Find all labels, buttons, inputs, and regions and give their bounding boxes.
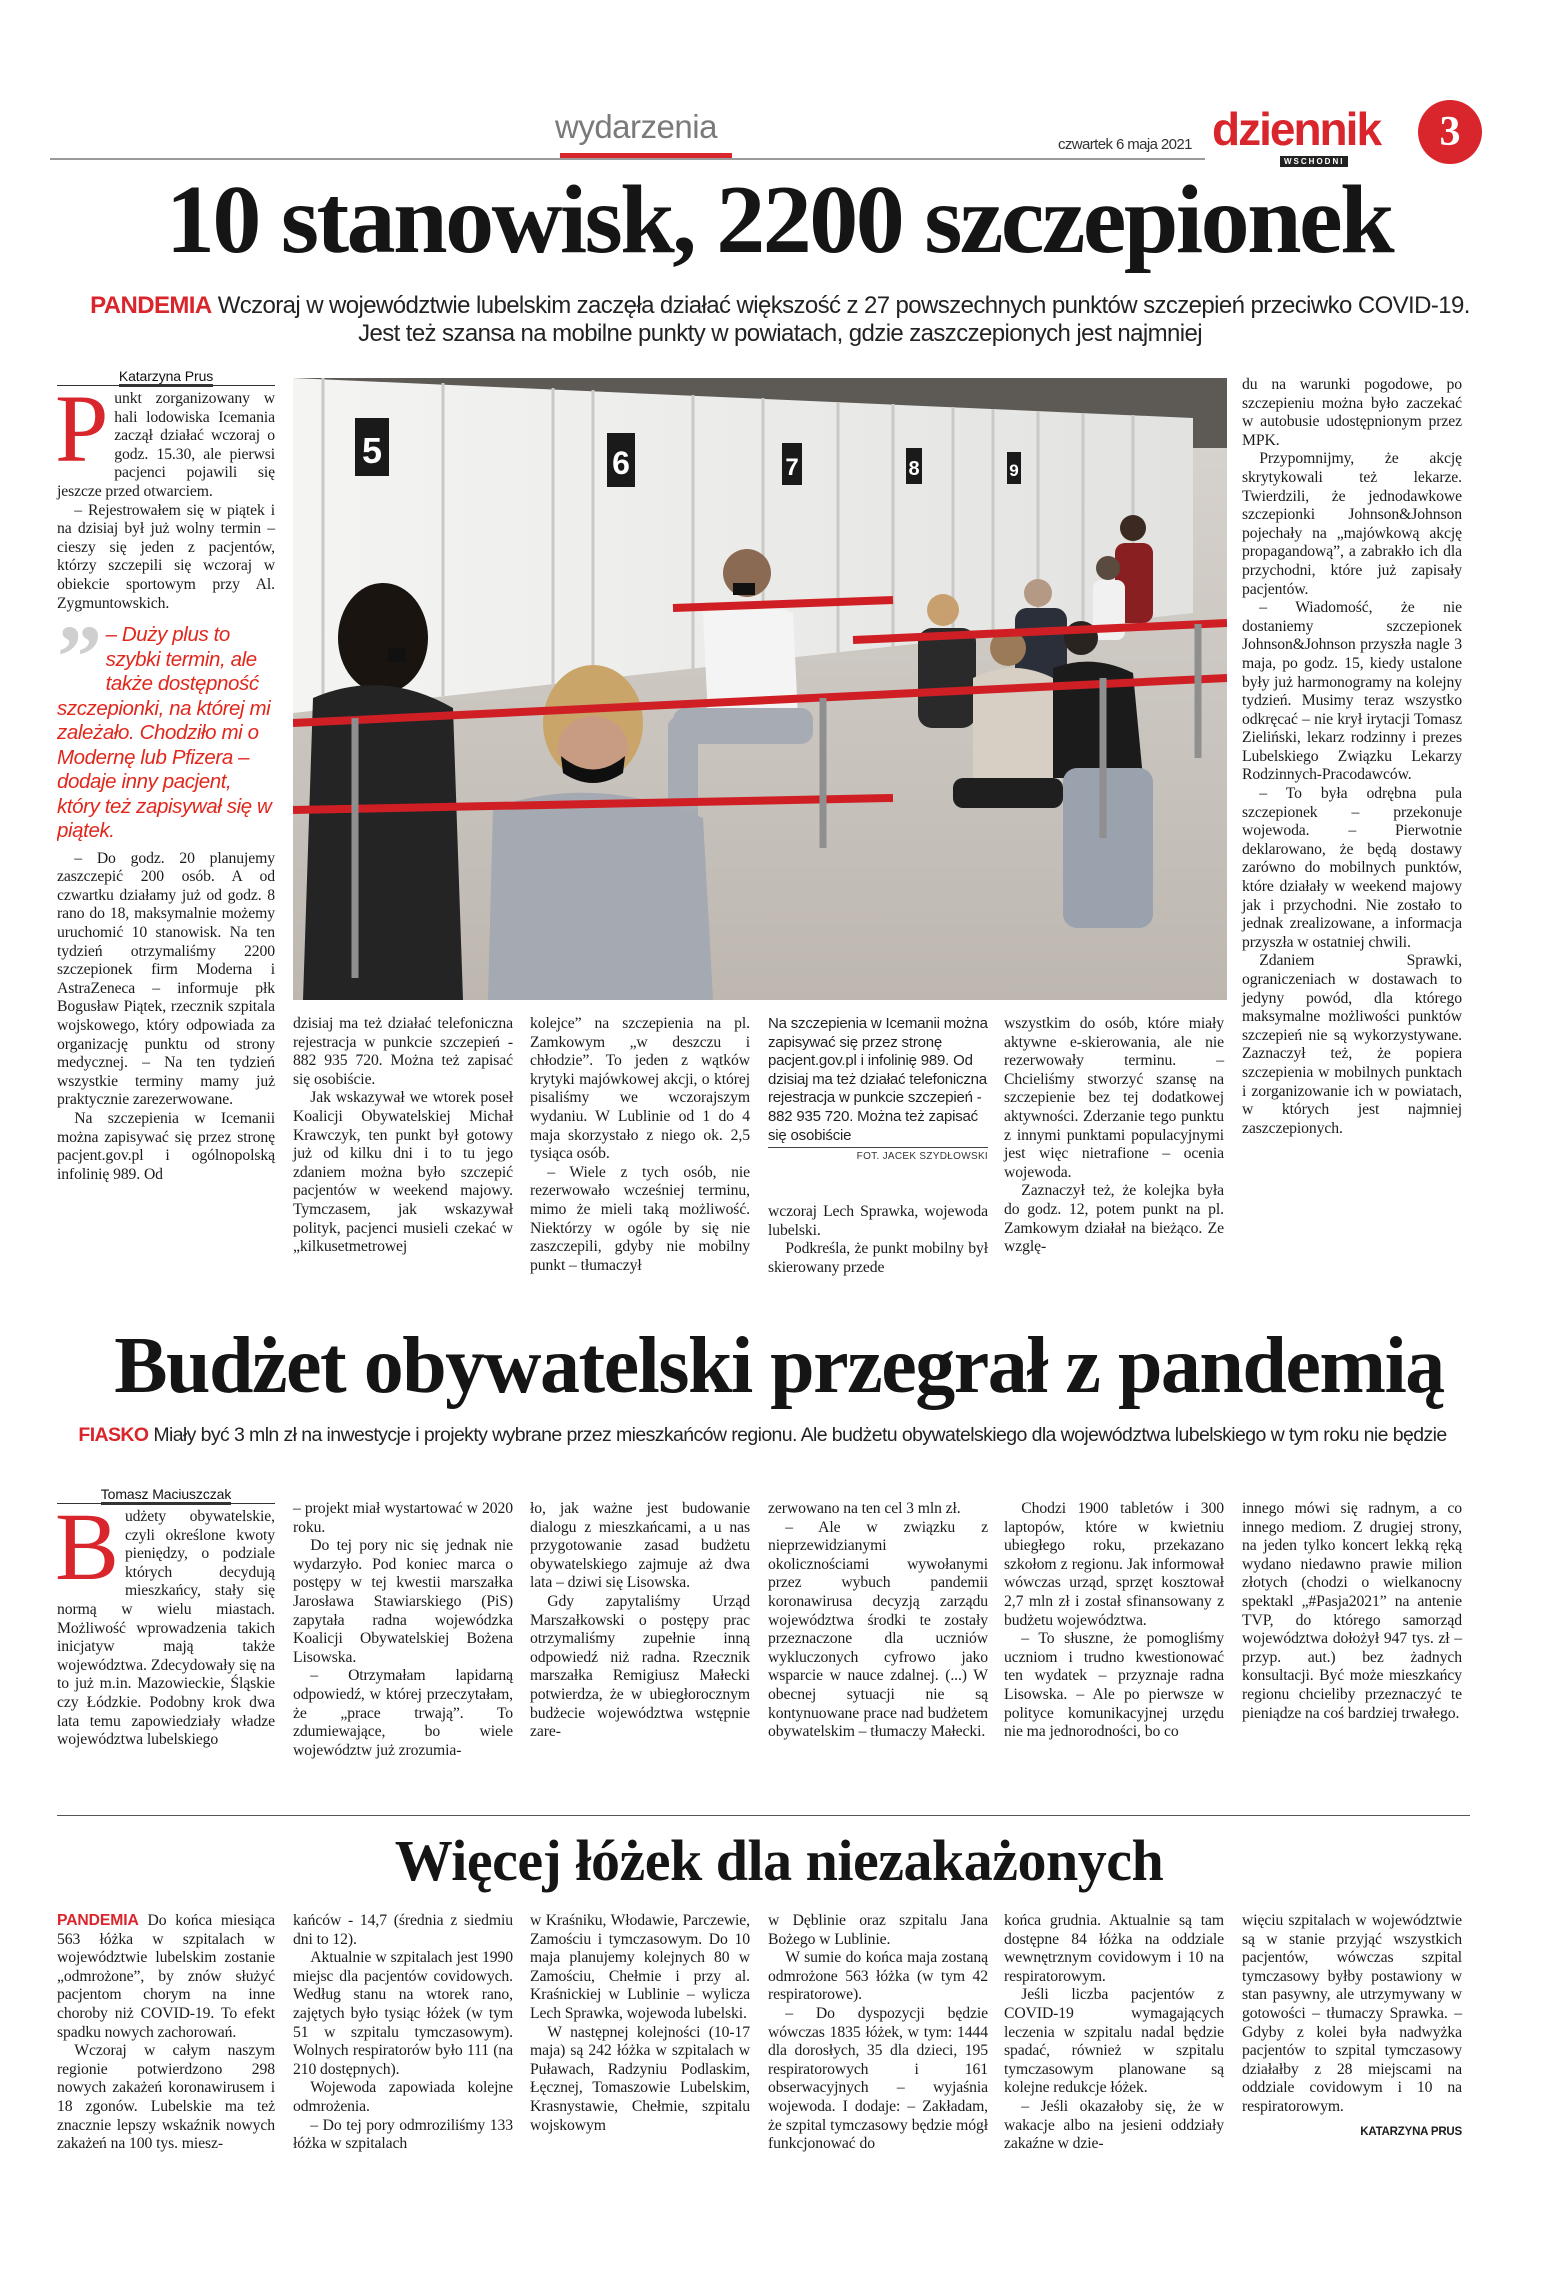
body-paragraph: Chodzi 1900 tabletów i 300 laptopów, które w kwietniu ubiegłego roku, przekazano szkołom z regionu. Jak informował wówczas urząd, sprzęt kosztował 2,7 mln zł i został sfinansowany z budżetu województwa. [1004,1500,1224,1629]
body-paragraph: Gdy zapytaliśmy Urząd Marszałkowski o postępy prac otrzymaliśmy zupełnie inną odpowiedź niż radna. Rzecznik marszałka Remigiusz Małecki potwierdza, że w ubiegłorocznym budżecie województwa wstępnie zare- [530,1592,750,1741]
body-paragraph: Jeśli liczba pacjentów z COVID-19 wymagających leczenia w szpitalu nadal będzie spadać, również w szpitalu tymczasowym planowane są kolejne redukcje łóżek. [1004,1986,1224,2097]
article3-column-2 [293,1912,513,2154]
article1-column-4 [768,1015,988,1278]
article1-column-6 [1242,376,1462,1138]
photo-caption: Na szczepienia w Icemanii można zapisywać się przez stronę pacjent.gov.pl i infolinię 989. Od dzisiaj ma też działać telefoniczna rejestracja w punkcie szczepień - 882 935 720. Można też zapisać się osobiście [768,1015,988,1148]
article2-column-5-text [1004,1500,1224,1742]
body-paragraph: ło, jak ważne jest budowanie dialogu z mieszkańcami, a u nas przygotowanie zasad budżetu obywatelskiego zajmuje aż dwa lata – dziwi się Lisowska. [530,1500,750,1592]
article3-headline: Więcej łóżek dla niezakażonych [394,1828,1164,1893]
body-paragraph-text: Do końca miesiąca 563 łóżka w szpitalach w województwie lubelskim zostanie „odmrożone”, by znów służyć pacjentom chorym na inne choroby niż COVID-19. To efekt spadku nowych zachorowań. [57,1912,275,2041]
article2-headline: Budżet obywatelski przegrał z pandemią [114,1322,1444,1410]
article2-kicker: FIASKO [78,1424,149,1446]
article3-column-2-text [293,1912,513,2154]
article1-column-5 [1004,1015,1224,1257]
body-paragraph: innego mówi się radnym, a co innego mediom. Z drugiej strony, na jeden tylko koncert lekką ręką wydano niedawno prawie milion złotych (chodzi o wielkanocny spektakl „#Pasja2021” na antenie TVP, do którego samorząd województwa dołożył 947 tys. zł – przyp. aut.) bez żadnych konsultacji. Być może mieszkańcy regionu chcieliby przeznaczyć te pieniądze na coś bardziej trwałego. [1242,1500,1462,1722]
partition-number: 8 [908,458,920,480]
partition-number: 7 [785,454,799,481]
body-paragraph: du na warunki pogodowe, po szczepieniu można było zaczekać w autobusie udostępnionym przez MPK. [1242,376,1462,449]
article1-lead [90,292,1470,348]
newspaper-logo-subtitle: WSCHODNI [1280,156,1348,167]
article3-column-5-text [1004,1912,1224,2154]
body-paragraph: Wczoraj w całym naszym regionie potwierdzono 298 nowych zakażeń koronawirusem i 18 zgonów. Lubelskie ma też znacznie lepszy wskaźnik nowych zakażeń na 100 tys. miesz- [57,2042,275,2153]
body-paragraph: – To słuszne, że pomogliśmy uczniom i trudno kwestionować ten wydatek – przyznaje radna Lisowska. – Ale po pierwsze w polityce komunikacyjnej urzędu nie ma jednorodności, bo co [1004,1630,1224,1741]
vaccination-hall-photo [293,378,1227,1000]
article3-signature: KATARZYNA PRUS [1360,2125,1462,2138]
body-paragraph: Przypomnijmy, że akcję skrytykowali też lekarze. Twierdzili, że jednodawkowe szczepionki Johnson&Johnson pojechały na „majówkową akcję propagandową”, a zabrakło ich dla przychodni, które już zapisały pacjentów. [1242,450,1462,598]
article1-column-2-text [293,1015,513,1257]
article2-column-4-text [768,1500,988,1742]
body-paragraph: dzisiaj ma też działać telefoniczna rejestracja w punkcie szczepień - 882 935 720. Można też zapisać się osobiście. [293,1015,513,1088]
body-paragraph: udżety obywatelskie, czyli określone kwoty pieniędzy, o podziale których decydują mieszkańcy, stały się normą w wielu miastach. Możliwość wprowadzenia takich inicjatyw mają także województwa. Zdecydowały się na to już m.in. Mazowieckie, Śląskie czy Łódzkie. Podobny krok dwa lata temu zapowiedziały władze województwa lubelskiego [57,1508,275,1749]
article1-column-3 [530,1015,750,1275]
body-paragraph: Zaznaczył też, że kolejka była do godz. 12, potem punkt na pl. Zamkowym działał na bieżąco. Ze wzglę- [1004,1182,1224,1256]
pull-quote [57,623,275,844]
body-paragraph: wczoraj Lech Sprawka, wojewoda lubelski. [768,1203,988,1239]
body-paragraph: unkt zorganizowany w hali lodowiska Icemania zaczął działać wczoraj o godz. 15.30, ale pierwsi pacjenci pojawili się jeszcze przed otwarciem. [57,390,275,500]
body-paragraph: W następnej kolejności (10-17 maja) są 242 łóżka w szpitalach w Puławach, Radzyniu Podlaskim, Łęcznej, Tomaszowie Lubelskim, Krasnystawie, Chełmie, szpitalu wojskowym [530,2023,750,2134]
body-paragraph: więciu szpitalach w województwie są w stanie przyjąć wszystkich pacjentów, wówczas szpital tymczasowy byłby postawiony w stan pasywny, ale utrzymywany w gotowości – tłumaczy Sprawka. – Gdyby z kolei była nadwyżka pacjentów to szpital tymczasowy działałby z 28 miejscami na oddziale covidowym i 10 na respiratorowym. [1242,1912,1462,2115]
body-paragraph: – Do tej pory odmroziliśmy 133 łóżka w szpitalach [293,2116,513,2153]
newspaper-logo: dziennik [1212,103,1381,155]
body-paragraph: – Wiele z tych osób, nie rezerwowało wcześniej terminu, mimo że mieli taką możliwość. Niektórzy w ogóle by się nie zaszczepili, gdyby nie mobilny punkt – tłumaczył [530,1163,750,1274]
body-paragraph: – To była odrębna pula szczepionek – przekonuje wojewoda. – Pierwotnie deklarowano, że będą dostawy zarówno do mobilnych punktów, które działały w weekend majowy jak i przychodni. Nie zostało to jednak zrealizowane, a informacja przyszła w ostatniej chwili. [1242,785,1462,951]
article2-column-3 [530,1500,750,1742]
article1-kicker: PANDEMIA [90,292,212,319]
header-rule [50,158,1205,160]
article1-author: Katarzyna Prus [119,368,213,387]
body-paragraph: Do tej pory nic się jednak nie wydarzyło. Pod koniec marca o postępy w tej kwestii marszałka Jarosława Stawiarskiego (PiS) zapytała radna wojewódzka Koalicji Obywatelskiej Bożena Lisowska. [293,1537,513,1666]
body-paragraph: zerwowano na ten cel 3 mln zł. [768,1500,961,1517]
article2-column-1 [57,1486,275,1750]
body-paragraph: – Otrzymałam lapidarną odpowiedź, w której przeczytałam, że „prace trwają”. To zdumiewające, bo wiele województw już zrozumia- [293,1667,513,1759]
article3-column-1 [57,1912,275,2154]
article2-column-5 [1004,1500,1224,1742]
body-paragraph: wszystkim do osób, które miały aktywne e-skierowania, ale nie rezerwowały terminu. – Chcieliśmy stworzyć szansę na szczepienie bez tej dodatkowej aktywności. Zderzanie tego punktu z innymi punktami populacyjnymi jest więc nietrafione – ocenia wojewoda. [1004,1015,1224,1181]
body-paragraph: – Jeśli okazałoby się, że w wakacje albo na jesieni oddziały zakaźne w dzie- [1004,2097,1224,2153]
page-number-badge: 3 [1418,100,1482,164]
article2-drop-cap: B [55,1493,119,1600]
article1-headline: 10 stanowisk, 2200 szczepionek [165,166,1393,274]
article3-column-5 [1004,1912,1224,2154]
body-paragraph: – Ale w związku z nieprzewidzianymi okolicznościami wywołanymi przez wybuch pandemii koronawirusa decyzją zarządu województwa środki te zostały przeznaczone dla uczniów wykluczonych cyfrowo jako wsparcie w nauce zdalnej. (...) W obecnej sytuacji nie są kontynuowane prace nad budżetem obywatelskim – tłumaczy Małecki. [768,1518,988,1741]
body-paragraph: Na szczepienia w Icemanii można zapisywać się przez stronę pacjent.gov.pl i ogólnopolską infolinię 989. Od [57,1109,275,1183]
body-paragraph: w Kraśniku, Włodawie, Parczewie, Zamościu i tymczasowym. Do 10 maja planujemy kolejnych 80 w Zamościu, Chełmie i przy al. Kraśnickiej w Lublinie – wylicza Lech Sprawka, wojewoda lubelski. [530,1912,750,2022]
article3-column-6-text [1242,1912,1462,2117]
section-divider [57,1815,1470,1816]
body-paragraph: kolejce” na szczepienia na pl. Zamkowym „w deszczu i chłodzie”. To jeden z wątków krytyki majówkowej akcji, o której pisaliśmy we wczorajszym wydaniu. W Lublinie od 1 do 4 maja skorzystało z niego ok. 2,5 tysiąca osób. [530,1015,750,1163]
body-paragraph: Aktualnie w szpitalach jest 1990 miejsc dla pacjentów covidowych. Według stanu na wtorek rano, zajętych było tysiąc łóżek (w tym 51 w szpitalu tymczasowym). Wolnych respiratorów było 111 (na 210 dostępnych). [293,1949,513,2078]
body-paragraph: – Rejestrowałem się w piątek i na dzisiaj był już wolny termin – cieszy się jeden z pacjentów, którzy szczepili się wczoraj w obiekcie sportowym przy Al. Zygmuntowskich. [57,501,275,612]
body-paragraph: w Dęblinie oraz szpitalu Jana Bożego w Lublinie. [768,1912,988,1948]
body-paragraph: – Do godz. 20 planujemy zaszczepić 200 osób. A od czwartku działamy już od godz. 8 rano do 18, maksymalnie możemy uruchomić 10 stanowisk. Na ten tydzień otrzymaliśmy 2200 szczepionek firm Moderna i AstraZeneca – informuje płk Bogusław Piątek, rzecznik szpitala wojskowego, który odpowiada za organizację punktu od strony medycznej. – Na ten tydzień wszystkie terminy mamy już praktycznie zarezerwowane. [57,849,275,1109]
article3-column-4 [768,1912,988,2154]
article2-column-2 [293,1500,513,1760]
article1-drop-cap: P [55,375,109,482]
article2-column-4 [768,1500,988,1742]
partition-number: 5 [361,430,383,471]
article1-lead-text: Wczoraj w województwie lubelskim zaczęła działać większość z 27 powszechnych punktów szczepień przeciwko COVID-19. Jest też szansa na mobilne punkty w powiatach, gdzie zaszczepionych jest najmniej [217,292,1470,347]
body-paragraph: Zdaniem Sprawki, ograniczeniach w dostawach to jedyny powód, dla którego maksymalne możliwości punktów szczepień nie są wykorzystywane. Zaznaczył też, że popiera szczepienia w mobilnych punktach i zorganizowanie ich w powiatach, w których jest najmniej zaszczepionych. [1242,952,1462,1137]
article2-column-2-text [293,1500,513,1760]
body-paragraph: – Wiadomość, że nie dostaniemy szczepionek Johnson&Johnson przyszła nagle 3 maja, po godz. 15, kiedy ustalone były już harmonogramy na kolejny tydzień. Musimy teraz wszystko odkręcać – nie krył irytacji Tomasz Zieliński, lekarz rodzinny i prezes Lubelskiego Związku Lekarzy Rodzinnych-Pracodawców. [1242,599,1462,784]
article2-lead [50,1424,1475,1447]
partition-number: 6 [612,445,630,481]
pull-quote-text: – Duży plus to szybki termin, ale także dostępność szczepionki, na której mi zależało. Chodziło mi o Modernę lub Pfizera – dodaje inny pacjent, który też zapisywał się w piątek. [57,623,272,843]
body-paragraph: Jak wskazywał we wtorek poseł Koalicji Obywatelskiej Michał Krawczyk, ten punkt był gotowy już od kilku dni i to tu jego zdaniem można było szczepić pacjentów w weekend majowy. Tymczasem, jak wskazywał polityk, pacjenci musieli czekać w „kilkusetmetrowej [293,1089,513,1256]
article1-column-6-text [1242,376,1462,1138]
article1-column-1-text [57,850,275,1185]
body-paragraph: kańców - 14,7 (średnia z siedmiu dni to 12). [293,1912,513,1948]
issue-date: czwartek 6 maja 2021 [1058,136,1192,153]
body-paragraph: W sumie do końca maja zostaną odmrożone 563 łóżka (w tym 42 respiratorowe). [768,1949,988,2004]
body-paragraph: Wojewoda zapowiada kolejne odmrożenia. [293,2079,513,2115]
section-label: wydarzenia [555,108,717,145]
quote-mark-icon: ” [57,623,102,708]
partition-number: 9 [1009,461,1019,480]
article3-column-6 [1242,1912,1462,2141]
body-paragraph [57,1912,275,2042]
article1-column-4-text [768,1203,988,1277]
article3-column-4-text [768,1912,988,2154]
article2-author: Tomasz Maciuszczak [101,1486,231,1505]
article2-lead-text: Miały być 3 mln zł na inwestycje i projekty wybrane przez mieszkańców regionu. Ale budżetu obywatelskiego dla województwa lubelskiego w tym roku nie będzie [153,1424,1447,1446]
article1-column-5-text [1004,1015,1224,1257]
article1-column-2 [293,1015,513,1257]
article3-column-3 [530,1912,750,2135]
article1-column-1 [57,368,275,1184]
body-paragraph: – Do dyspozycji będzie wówczas 1835 łóżek, w tym: 1444 dla dorosłych, 35 dla dzieci, 195 respiratorowych i 161 obserwacyjnych – wyjaśnia wojewoda. I dodaje: – Zakładam, że szpital tymczasowy będzie mógł funkcjonować do [768,2004,988,2153]
photo-credit: FOT. JACEK SZYDŁOWSKI [856,1151,988,1163]
article3-column-3-text [530,1912,750,2135]
article3-kicker: PANDEMIA [57,1912,139,1929]
article2-column-6-text [1242,1500,1462,1723]
body-paragraph: – projekt miał wystartować w 2020 roku. [293,1500,513,1536]
body-paragraph: końca grudnia. Aktualnie są tam dostępne 84 łóżka na oddziale wewnętrznym covidowym i 10 na respiratorowym. [1004,1912,1224,1985]
article1-column-3-text [530,1015,750,1275]
article2-column-6 [1242,1500,1462,1723]
body-paragraph: Podkreśla, że punkt mobilny był skierowany przede [768,1240,988,1276]
article3-column-1-text [57,1912,275,2154]
article2-column-3-text [530,1500,750,1742]
